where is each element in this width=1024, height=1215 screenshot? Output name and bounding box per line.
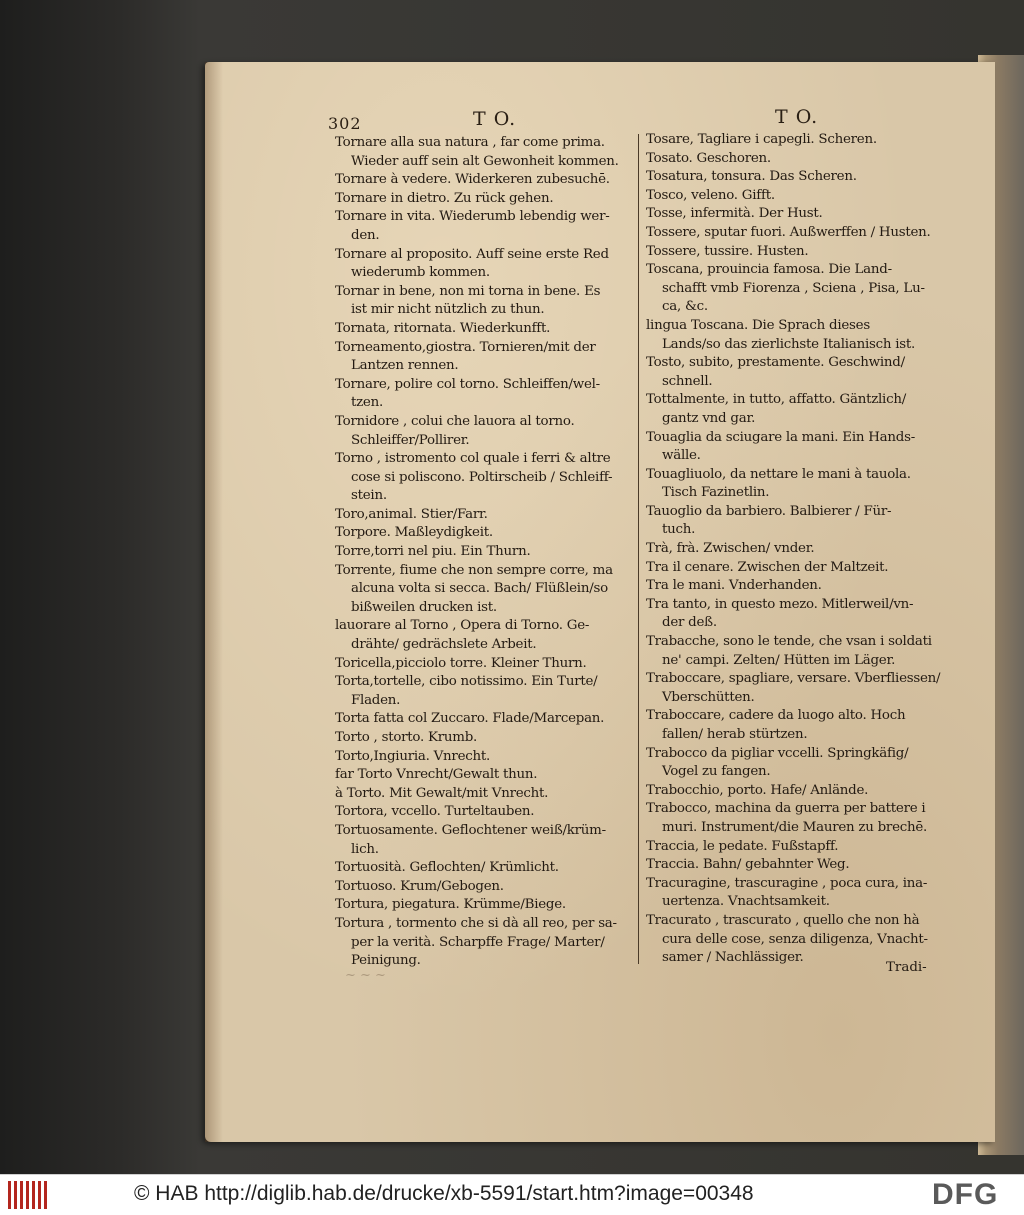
dictionary-line: Traboccare, spagliare, versare. Vberfliessen/ <box>646 671 941 687</box>
dictionary-line: cura delle cose, senza diligenza, Vnacht- <box>662 931 928 947</box>
dictionary-line: Tosse, infermità. Der Hust. <box>646 206 823 222</box>
dictionary-line: Trabocchio, porto. Hafe/ Anlände. <box>646 782 869 798</box>
dictionary-line: Tracurato , trascurato , quello che non hà <box>646 912 920 928</box>
dictionary-line: Wieder auff sein alt Gewonheit kommen. <box>351 153 619 169</box>
copyright-credit-link[interactable]: © HAB http://diglib.hab.de/drucke/xb-5591/start.htm?image=00348 <box>134 1182 754 1205</box>
dictionary-line: Toro,animal. Stier/Farr. <box>335 506 488 522</box>
viewer-footer <box>0 1174 1024 1215</box>
dictionary-line: Torpore. Maßleydigkeit. <box>335 525 493 541</box>
dictionary-line: der deß. <box>662 615 717 631</box>
dictionary-line: stein. <box>351 488 387 504</box>
dictionary-line: Fladen. <box>351 692 401 708</box>
dictionary-line: Tauoglio da barbiero. Balbierer / Für- <box>646 503 892 519</box>
dictionary-line: Torneamento,giostra. Tornieren/mit der <box>335 339 596 355</box>
dictionary-line: Tortura , tormento che si dà all reo, per sa- <box>335 915 617 931</box>
catchword: Tradi- <box>886 960 927 975</box>
dictionary-line: Lands/so das zierlichste Italianisch ist. <box>662 336 916 352</box>
dictionary-line: Tosato. Geschoren. <box>646 150 771 166</box>
dictionary-line: Tortuosamente. Geflochtener weiß/krüm- <box>335 822 606 838</box>
dictionary-line: bißweilen drucken ist. <box>351 599 497 615</box>
dictionary-line: Peinigung. <box>351 953 421 969</box>
dictionary-line: ne' campi. Zelten/ Hütten im Läger. <box>662 652 896 668</box>
dictionary-line: gantz vnd gar. <box>662 410 756 426</box>
dictionary-line: den. <box>351 227 380 243</box>
dictionary-line: Traboccare, cadere da luogo alto. Hoch <box>646 708 906 724</box>
dictionary-line: à Torto. Mit Gewalt/mit Vnrecht. <box>335 785 549 801</box>
dictionary-line: Torrente, fiume che non sempre corre, ma <box>335 562 613 578</box>
dictionary-line: ist mir nicht nützlich zu thun. <box>351 302 545 318</box>
dictionary-line: Vogel zu fangen. <box>662 764 771 780</box>
dictionary-line: Toscana, prouincia famosa. Die Land- <box>646 262 892 278</box>
dictionary-line: Tossere, tussire. Husten. <box>646 243 809 259</box>
dictionary-line: Torto,Ingiuria. Vnrecht. <box>335 748 491 764</box>
dfg-logo[interactable]: DFG <box>932 1178 999 1211</box>
dictionary-line: Tortuoso. Krum/Gebogen. <box>335 878 504 894</box>
dictionary-line: uertenza. Vnachtsamkeit. <box>662 894 830 910</box>
dictionary-line: fallen/ herab stürtzen. <box>662 727 808 742</box>
dictionary-line: Tra tanto, in questo mezo. Mitlerweil/vn- <box>646 596 914 612</box>
dictionary-line: Torto , storto. Krumb. <box>335 730 478 745</box>
dictionary-line: Traccia. Bahn/ gebahnter Weg. <box>646 857 850 873</box>
dictionary-line: Trabocco, machina da guerra per battere i <box>646 801 926 817</box>
dictionary-line: Toricella,picciolo torre. Kleiner Thurn. <box>335 655 587 671</box>
column-divider <box>638 134 639 964</box>
dictionary-line: Tornata, ritornata. Wiederkunfft. <box>335 320 551 336</box>
dictionary-line: Touaglia da sciugare la mani. Ein Hands- <box>646 429 915 445</box>
dictionary-line: lingua Toscana. Die Sprach dieses <box>646 317 870 333</box>
dictionary-line: Tornidore , colui che lauora al torno. <box>335 413 575 429</box>
page-number: 302 <box>328 114 362 133</box>
dictionary-line: Tortura, piegatura. Krümme/Biege. <box>335 897 566 913</box>
dictionary-line: Tortuosità. Geflochten/ Krümlicht. <box>335 860 559 876</box>
dictionary-line: Schleiffer/Pollirer. <box>351 432 470 448</box>
show-through-mark: ~ ~ ~ <box>345 968 386 983</box>
dictionary-line: Tra il cenare. Zwischen der Maltzeit. <box>646 559 889 575</box>
dictionary-line: Torno , istromento col quale i ferri & altre <box>335 451 611 467</box>
dictionary-line: Torta fatta col Zuccaro. Flade/Marcepan. <box>335 711 605 727</box>
dictionary-line: Tornar in bene, non mi torna in bene. Es <box>335 283 601 299</box>
dictionary-line: Tornare al proposito. Auff seine erste Red <box>335 246 609 262</box>
dictionary-line: Torta,tortelle, cibo notissimo. Ein Turte/ <box>335 674 598 690</box>
dictionary-line: Tosare, Tagliare i capegli. Scheren. <box>646 132 877 147</box>
dictionary-line: samer / Nachlässiger. <box>662 950 804 966</box>
dictionary-line: Tornare alla sua natura , far come prima. <box>335 135 605 150</box>
dictionary-line: Tortora, vccello. Turteltauben. <box>335 804 535 820</box>
dictionary-line: tzen. <box>351 395 383 411</box>
dictionary-line: cose si poliscono. Poltirscheib / Schleiff- <box>351 469 613 485</box>
dictionary-line: per la verità. Scharpffe Frage/ Marter/ <box>351 934 605 950</box>
dictionary-line: lich. <box>351 841 379 857</box>
dictionary-line: Trabacche, sono le tende, che vsan i soldati <box>646 634 932 650</box>
dictionary-line: lauorare al Torno , Opera di Torno. Ge- <box>335 618 590 634</box>
dictionary-line: far Torto Vnrecht/Gewalt thun. <box>335 767 538 783</box>
dictionary-line: Traccia, le pedate. Fußstapff. <box>646 838 839 854</box>
dictionary-line: Tracuragine, trascuragine , poca cura, ina- <box>646 875 928 891</box>
dictionary-line: Trabocco da pigliar vccelli. Springkäfig/ <box>646 745 909 761</box>
dictionary-line: drähte/ gedrächslete Arbeit. <box>351 637 537 653</box>
dictionary-line: Tisch Fazinetlin. <box>662 485 770 501</box>
dictionary-line: schnell. <box>662 373 713 389</box>
hab-barcode-logo-icon[interactable] <box>6 1181 50 1209</box>
dictionary-line: Tosco, veleno. Gifft. <box>646 187 775 203</box>
dictionary-line: Tornare in dietro. Zu rück gehen. <box>335 190 554 206</box>
dictionary-line: Trà, frà. Zwischen/ vnder. <box>646 541 815 557</box>
dictionary-column-left <box>335 134 635 971</box>
dictionary-line: ca, &c. <box>662 299 708 315</box>
dictionary-line: alcuna volta si secca. Bach/ Flüßlein/so <box>351 581 608 597</box>
dictionary-line: Vberschütten. <box>662 689 755 705</box>
running-head-right: T O. <box>775 106 819 128</box>
dictionary-column-right <box>646 131 942 968</box>
dictionary-line: Torre,torri nel piu. Ein Thurn. <box>335 544 531 560</box>
dictionary-line: Tosto, subito, prestamente. Geschwind/ <box>646 355 905 371</box>
dictionary-line: muri. Instrument/die Mauren zu brechē. <box>662 819 928 835</box>
dictionary-line: Tossere, sputar fuori. Außwerffen / Husten. <box>646 224 931 240</box>
dictionary-line: Tornare à vedere. Widerkeren zubesuchē. <box>335 172 610 188</box>
dictionary-line: wälle. <box>662 448 701 464</box>
dictionary-line: Tra le mani. Vnderhanden. <box>646 578 822 594</box>
dictionary-line: Touagliuolo, da nettare le mani à tauola. <box>646 466 911 482</box>
dictionary-line: Tosatura, tonsura. Das Scheren. <box>646 169 857 185</box>
dictionary-line: Lantzen rennen. <box>351 358 459 374</box>
dictionary-line: schafft vmb Fiorenza , Sciena , Pisa, Lu- <box>662 280 925 296</box>
dictionary-line: Tornare, polire col torno. Schleiffen/wel- <box>335 376 600 392</box>
dictionary-line: wiederumb kommen. <box>351 265 490 281</box>
dictionary-line: tuch. <box>662 522 696 538</box>
running-head-left: T O. <box>473 108 517 130</box>
dictionary-line: Tornare in vita. Wiederumb lebendig wer- <box>335 209 610 225</box>
dictionary-line: Tottalmente, in tutto, affatto. Gäntzlich/ <box>646 392 906 408</box>
